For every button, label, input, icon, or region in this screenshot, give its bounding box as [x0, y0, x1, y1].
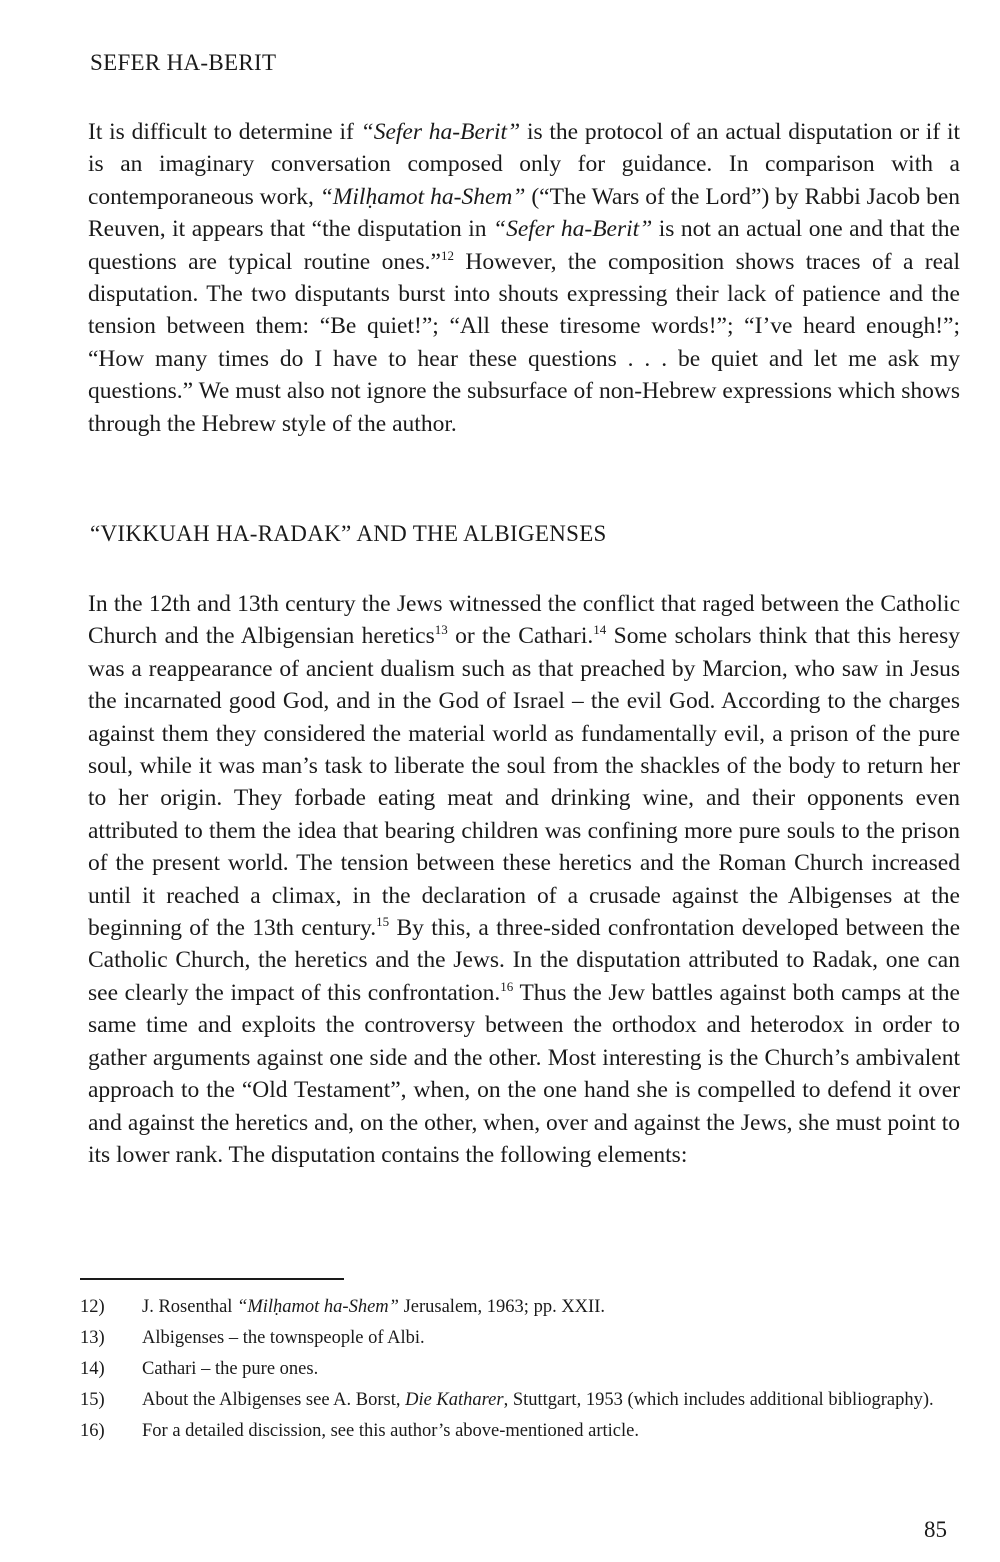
italic-title: “Sefer ha-Berit”	[360, 119, 521, 145]
footnote	[80, 1295, 960, 1319]
footnote	[80, 1357, 960, 1381]
text-run: By this, a three-sided confrontation developed between the Catholic Church, the heretics and the Jews. In the disputation attributed to Radak, one can see clearly the impact of this confrontation.	[88, 915, 961, 1006]
footnote-number: 13)	[80, 1328, 105, 1348]
text-run: Albigenses – the townspeople of Albi.	[142, 1328, 425, 1348]
text-run: In the 12th and 13th century the Jews witnessed the conflict that raged between the Catholic Church and the Albigensian heretics	[88, 591, 960, 650]
footnote-text	[142, 1359, 318, 1379]
footnote-reference: 15	[376, 914, 390, 930]
footnote-reference: 12	[441, 247, 454, 263]
paragraph-sefer-ha-berit	[88, 116, 960, 440]
footnote-text	[142, 1328, 425, 1348]
text-run: About the Albigenses see A. Borst,	[142, 1390, 406, 1410]
italic-title: “Milḥamot ha-Shem”	[237, 1297, 399, 1317]
footnote-number: 12)	[80, 1297, 105, 1317]
page-number: 85	[924, 1517, 947, 1542]
footnote-reference: 16	[500, 978, 514, 994]
footnote-number: 15)	[80, 1390, 105, 1410]
italic-title: “Sefer ha-Berit”	[493, 216, 653, 243]
paragraph-vikkuah-ha-radak	[88, 588, 960, 1171]
text-run: Thus the Jew battles against both camps at the same time and exploits the controversy between the orthodox and heterodox in order to gather arguments against one side and the other. Most interesting is the Church’s ambivalent approach to the “Old Testament”, when, on the one hand she is compelled to defend it over and against the heretics and, on the other, when, over and against the Jews, she must point to its lower rank. The disputation contains the following elements:	[88, 979, 960, 1168]
footnote-number: 14)	[80, 1359, 105, 1379]
italic-title: Die Katharer	[405, 1390, 504, 1410]
footnote	[80, 1419, 960, 1443]
footnote-reference: 14	[593, 622, 607, 638]
text-run: It is difficult to determine if	[88, 119, 361, 145]
footnote	[80, 1326, 960, 1350]
section-heading-sefer-ha-berit: SEFER HA-BERIT	[90, 50, 277, 75]
footnote-text	[142, 1421, 639, 1441]
text-run: For a detailed discission, see this author’s above-mentioned article.	[142, 1421, 639, 1441]
text-run: Some scholars think that this heresy was a reappearance of ancient dualism such as that preached by Marcion, who saw in Jesus the incarnated good God, and in the God of Israel – the evil God. According to the charges against them they considered the material world as fundamentally evil, a prison of the pure soul, while it was man’s task to liberate the soul from the shackles of the body to return her to her origin. They forbade eating meat and drinking wine, and their opponents even attributed to them the idea that bearing children was confining more pure souls to the prison of the present world. The tension between these heretics and the Roman Church increased until it reached a climax, in the declaration of a crusade against the Albigenses at the beginning of the 13th century.	[88, 623, 960, 942]
text-run: or the Cathari.	[447, 623, 594, 650]
footnote-text	[142, 1297, 605, 1317]
text-run: (“The Wars of the Lord”) by Rabbi Jacob ben Reuven, it appears that “the disputation in	[88, 183, 960, 243]
footnote-divider	[80, 1278, 344, 1280]
text-run: is the protocol of an actual disputation or if it is an imaginary conversation composed only for guidance. In comparison with a contemporaneous work,	[88, 119, 961, 210]
footnote-reference: 13	[434, 622, 448, 638]
text-run: However, the composition shows traces of a real disputation. The two disputants burst into shouts expressing their lack of patience and the tension between them: “Be quiet!”; “All these tiresome words!”; “I’ve heard enough!”; “How many times do I have to hear these questions . . . be quiet and let me ask my questions.” We must also not ignore the subsurface of non-Hebrew expressions which shows through the Hebrew style of the author.	[88, 248, 960, 437]
footnote-number: 16)	[80, 1421, 105, 1441]
footnote	[80, 1388, 960, 1412]
footnotes	[80, 1295, 960, 1450]
text-run: Jerusalem, 1963; pp. XXII.	[398, 1297, 605, 1317]
footnote-text	[142, 1390, 934, 1410]
text-run: Cathari – the pure ones.	[142, 1359, 319, 1379]
text-run: is not an actual one and that the questions are typical routine ones.”	[88, 216, 960, 275]
text-run: , Stuttgart, 1953 (which includes additional bibliography).	[503, 1390, 934, 1410]
section-heading-vikkuah-ha-radak: “VIKKUAH HA-RADAK” AND THE ALBIGENSES	[90, 521, 607, 546]
text-run: J. Rosenthal	[142, 1297, 238, 1317]
italic-title: “Milḥamot ha-Shem”	[319, 183, 526, 210]
